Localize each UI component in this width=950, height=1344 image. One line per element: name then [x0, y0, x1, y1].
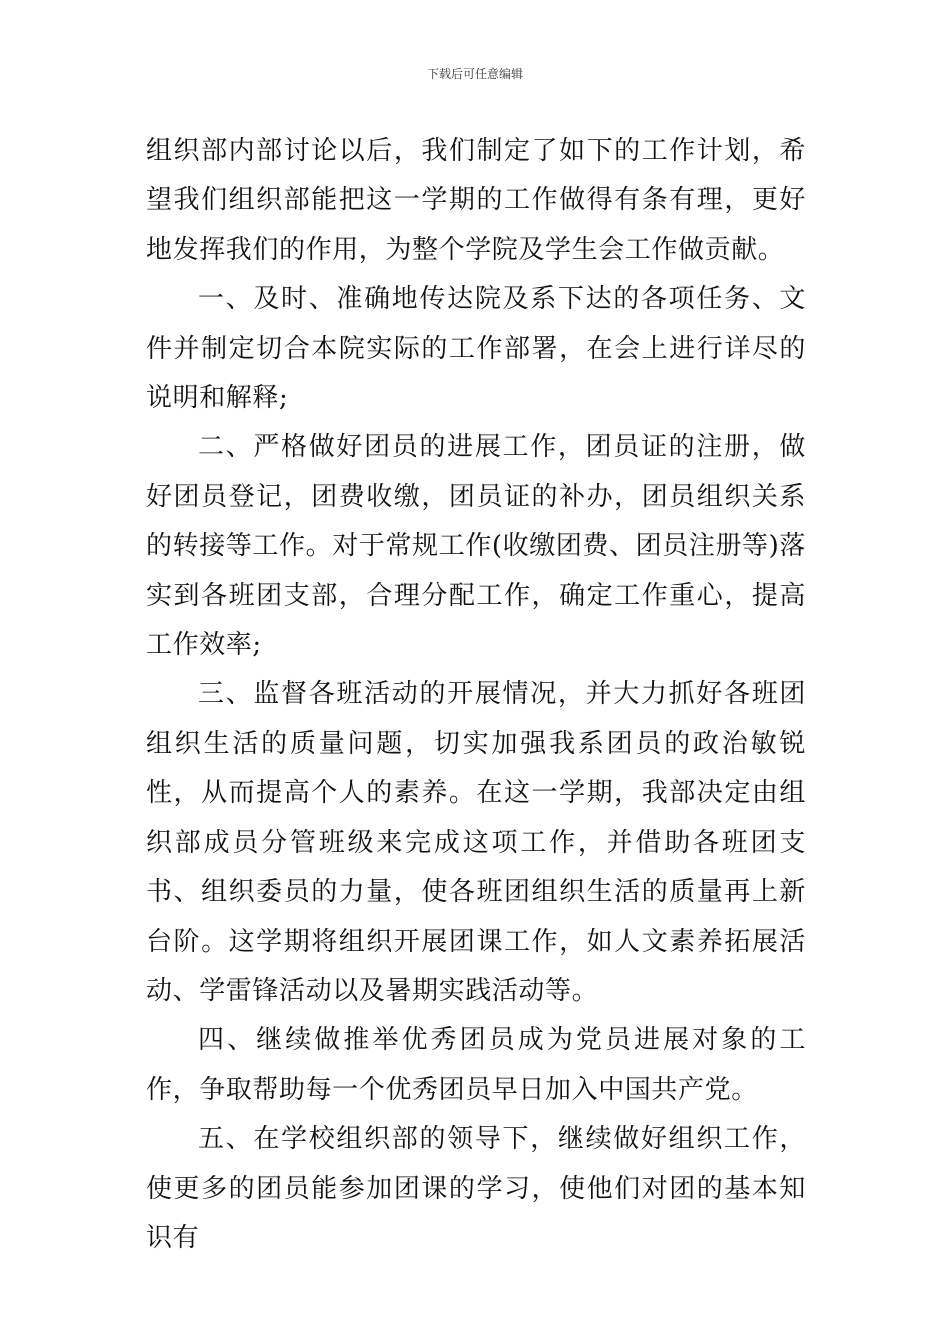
paragraph-item-5: 五、在学校组织部的领导下，继续做好组织工作，使更多的团员能参加团课的学习，使他们对团的基本知识有: [146, 1124, 806, 1253]
document-body: [146, 127, 806, 1263]
page-header: 下载后可任意编辑: [426, 67, 523, 81]
paragraph-item-4: 四、继续做推举优秀团员成为党员进展对象的工作，争取帮助每一个优秀团员早日加入中国共产党。: [146, 1025, 806, 1105]
paragraph-item-3: 三、监督各班活动的开展情况，并大力抓好各班团组织生活的质量问题，切实加强我系团员的政治敏锐性，从而提高个人的素养。在这一学期，我部决定由组织部成员分管班级来完成这项工作，并借助各班团支书、组织委员的力量，使各班团组织生活的质量再上新台阶。这学期将组织开展团课工作，如人文素养拓展活动、学雷锋活动以及暑期实践活动等。: [146, 679, 806, 1006]
paragraph-item-2: 二、严格做好团员的进展工作，团员证的注册，做好团员登记，团费收缴，团员证的补办，团员组织关系的转接等工作。对于常规工作(收缴团费、团员注册等)落实到各班团支部，合理分配工作，确定工作重心，提高工作效率;: [146, 432, 806, 661]
paragraph-item-1: 一、及时、准确地传达院及系下达的各项任务、文件并制定切合本院实际的工作部署，在会上进行详尽的说明和解释;: [146, 284, 806, 414]
paragraph-intro: 组织部内部讨论以后，我们制定了如下的工作计划，希望我们组织部能把这一学期的工作做得有条有理，更好地发挥我们的作用，为整个学院及学生会工作做贡献。: [146, 136, 806, 265]
